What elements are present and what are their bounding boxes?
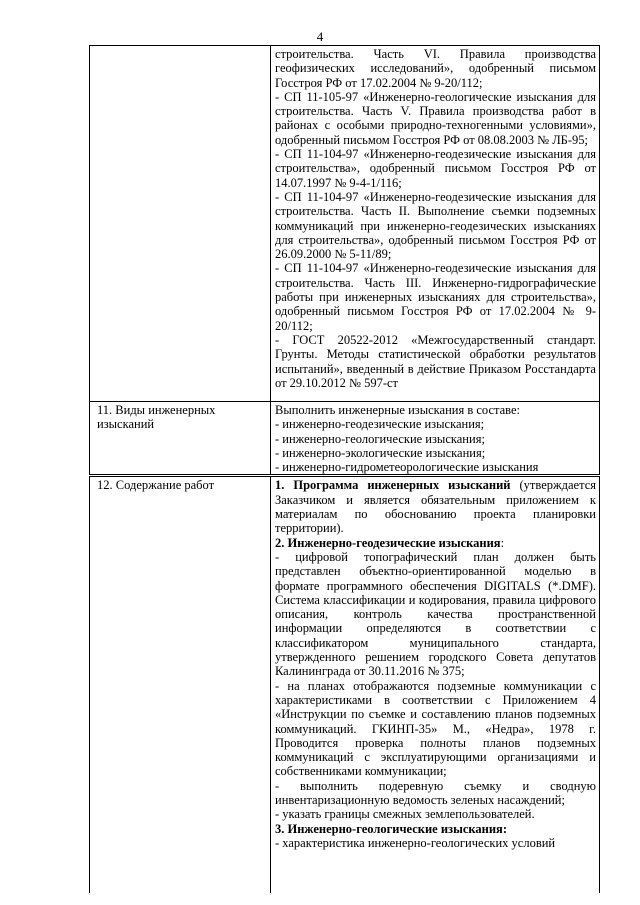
survey-intro: Выполнить инженерные изыскания в составе: — [275, 403, 521, 417]
requirements-table — [89, 45, 600, 893]
norm-reference: - СП 11-104-97 «Инженерно-геодезические изыскания для строительства», одобренный письмом Госстроя РФ от 14.07.1997 № 9-4-1/116; — [275, 147, 596, 190]
table-row — [90, 46, 600, 402]
norm-reference: - СП 11-104-97 «Инженерно-геодезические изыскания для строительства. Часть III. Инженерно-гидрографические работы при инженерных изысканиях для строительства», одобренный письмом Госстроя РФ от 17.02.2004 № 9-20/112; — [275, 261, 596, 333]
row-label — [90, 46, 271, 402]
section-heading: 2. Инженерно-геодезические изыскания — [275, 535, 501, 550]
table-row — [90, 476, 600, 894]
section-heading: 3. Инженерно-геологические изыскания: — [275, 821, 507, 836]
survey-type-item: - инженерно-гидрометеорологические изыскания — [275, 460, 539, 475]
row-content — [271, 476, 600, 894]
section-text: (утверждается Заказчиком и является обязательным приложением к материалам по обоснованию проекта планировки территории). — [275, 478, 596, 536]
section-geodetic-title — [275, 536, 596, 550]
survey-type-item: - инженерно-геологические изыскания; — [275, 431, 485, 446]
section-heading-suffix: : — [500, 535, 505, 550]
row-content — [271, 46, 600, 402]
table-row — [90, 402, 600, 476]
section-program — [275, 478, 596, 535]
section-item: - указать границы смежных землепользователей. — [275, 807, 535, 822]
norm-reference: - СП 11-104-97 «Инженерно-геодезические изыскания для строительства. Часть II. Выполнение съемки подземных коммуникаций при инженерно-геодезических изысканиях для строительства», одобренный письмом Госстроя РФ от 26.09.2000 № 5-11/89; — [275, 189, 596, 262]
section-item: - цифровой топографический план должен быть представлен объектно-ориентированной моделью в формате программного обеспечения DIGITALS (*.DMF). Система классификации и кодирования, правила цифрового описания, контроль качества пространственной информации определяются в соответствии с классификатором муниципального стандарта, утвержденного решением городского Совета депутатов Калининграда от 30.11.2016 № 375; — [275, 549, 596, 679]
page-number: 4 — [316, 29, 324, 44]
section-item: - выполнить подеревную съемку и сводную инвентаризационную ведомость зеленых насаждений; — [275, 778, 596, 808]
norm-reference: - ГОСТ 20522-2012 «Межгосударственный стандарт. Грунты. Методы статистической обработки результатов испытаний», введенный в действие Приказом Росстандарта от 29.10.2012 № 597-ст — [275, 332, 596, 390]
survey-type-item: - инженерно-экологические изыскания; — [275, 445, 486, 460]
norm-reference: - СП 11-105-97 «Инженерно-геологические изыскания для строительства. Часть V. Правила производства работ в районах с особыми природно-техногенными условиями», одобренный письмом Госстроя РФ от 08.08.2003 № ЛБ-95; — [275, 89, 596, 147]
norm-reference: строительства. Часть VI. Правила производства геофизических исследований», одобренный письмом Госстроя РФ от 17.02.2004 № 9-20/112; — [275, 47, 596, 90]
row-label: 12. Содержание работ — [90, 476, 271, 894]
section-item: - характеристика инженерно-геологических условий — [275, 835, 556, 850]
row-content — [271, 402, 600, 476]
survey-type-item: - инженерно-геодезические изыскания; — [275, 417, 485, 432]
section-heading: 1. Программа инженерных изысканий — [275, 478, 511, 493]
section-item: - на планах отображаются подземные коммуникации с характеристиками в соответствии с Приложением 4 «Инструкции по съемке и составлению планов подземных коммуникаций. ГКИНП-35» М., «Недра», 1978 г. Проводится проверка полноты планов подземных коммуникаций с эксплуатирующими организациями и собственниками коммуникации; — [275, 678, 596, 779]
row-label: 11. Виды инженерных изысканий — [90, 402, 271, 476]
